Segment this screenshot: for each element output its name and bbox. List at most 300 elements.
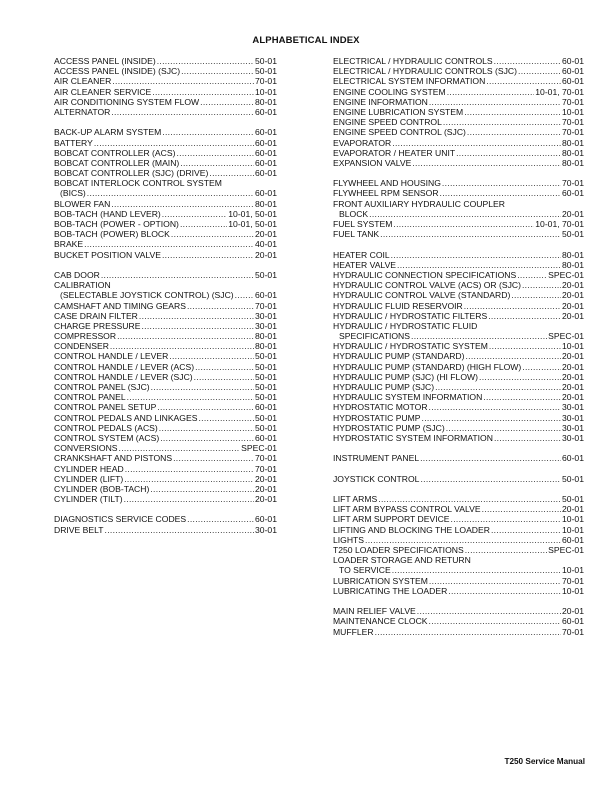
index-entry-topic: ACCESS PANEL (INSIDE) (54, 56, 156, 66)
dot-leader (440, 188, 561, 198)
index-entry-topic: HYDROSTATIC SYSTEM INFORMATION (333, 432, 493, 443)
dot-leader (456, 148, 561, 158)
index-entry-page: 20-01 (255, 473, 277, 484)
index-entry-page: 20-01 (255, 483, 277, 494)
index-entry-page: 20-01 (562, 280, 584, 291)
index-entry-topic: LOADER STORAGE AND RETURN (333, 555, 471, 566)
index-entry-topic: DRIVE BELT (54, 524, 104, 535)
index-entry-page: 70-01 (562, 178, 584, 189)
index-entry (333, 555, 584, 565)
dot-leader (369, 209, 561, 219)
index-entry-topic: CYLINDER (BOB-TACH) (54, 483, 150, 494)
index-entry (54, 443, 277, 453)
dot-leader (365, 535, 561, 545)
index-entry-topic: HYDROSTATIC MOTOR (333, 402, 428, 413)
index-entry-topic: BATTERY (54, 137, 93, 148)
index-entry (54, 76, 277, 86)
index-entry-topic: CONDENSER (54, 341, 109, 352)
index-entry-page: 10-01, 50-01 (228, 208, 277, 219)
index-entry (54, 392, 277, 402)
dot-leader (151, 382, 254, 392)
index-entry-topic: CYLINDER (TILT) (54, 494, 123, 505)
index-entry-page: 80-01 (562, 157, 584, 168)
dot-leader (491, 525, 561, 535)
dot-leader (446, 423, 561, 433)
index-entry-page: 50-01 (562, 494, 584, 505)
index-entry-topic: (SELECTABLE JOYSTICK CONTROL) (SJC) (60, 290, 234, 301)
index-entry (333, 504, 584, 514)
index-entry (333, 158, 584, 168)
index-entry (333, 301, 584, 311)
dot-leader (392, 138, 561, 148)
dot-leader (187, 301, 254, 311)
index-entry-topic: HYDRAULIC / HYDROSTATIC FLUID (333, 320, 478, 331)
dot-leader (152, 87, 254, 97)
index-entry-topic: CONVERSIONS (54, 443, 118, 454)
dot-leader (494, 433, 561, 443)
index-entry-page: 80-01 (255, 96, 277, 107)
index-entry (54, 372, 277, 382)
index-entry (333, 372, 584, 382)
index-entry-page: 10-01, 70-01 (535, 219, 584, 229)
index-entry-topic: BACK-UP ALARM SYSTEM (54, 127, 162, 138)
dot-leader (393, 219, 534, 229)
index-entry-page: 60-01 (255, 147, 277, 158)
dot-leader (112, 76, 254, 86)
index-entry-topic: LUBRICATION SYSTEM (333, 575, 428, 586)
dot-leader (209, 168, 254, 178)
dot-leader (447, 87, 535, 97)
dot-leader (157, 402, 254, 412)
index-entry (54, 453, 277, 463)
index-entry-page: 20-01 (562, 392, 584, 403)
index-entry-page: 50-01 (255, 371, 277, 382)
index-entry-topic: COMPRESSOR (54, 331, 117, 342)
index-entry (54, 97, 277, 107)
section-gap (54, 504, 277, 514)
index-entry-topic: BLOWER FAN (54, 198, 111, 209)
index-entry (54, 433, 277, 443)
index-entry-page: 10-01 (562, 565, 584, 576)
index-entry (54, 239, 277, 249)
index-entry (54, 290, 277, 300)
index-entry-page: 60-01 (255, 168, 277, 179)
index-entry (333, 66, 584, 76)
index-entry-topic: FUEL TANK (333, 229, 380, 240)
index-entry-topic: SPECIFICATIONS (339, 331, 410, 342)
dot-leader (494, 56, 561, 66)
index-entry-topic: HYDRAULIC CONTROL VALVE (STANDARD) (333, 290, 511, 301)
dot-leader (160, 433, 254, 443)
index-entry-page: 60-01 (255, 290, 277, 301)
index-entry-page: 60-01 (255, 127, 277, 138)
dot-leader (448, 586, 561, 596)
index-entry-topic: HYDRAULIC SYSTEM INFORMATION (333, 392, 483, 403)
index-entry (333, 127, 584, 137)
index-entry (333, 209, 584, 219)
index-entry-page: 20-01 (562, 361, 584, 372)
index-entry-topic: HYDRAULIC / HYDROSTATIC SYSTEM (333, 341, 488, 352)
dot-leader (187, 514, 254, 524)
dot-leader (117, 331, 254, 341)
index-entry-page: 20-01 (562, 606, 584, 617)
dot-leader (412, 158, 561, 168)
index-entry-page: SPEC-01 (548, 269, 584, 280)
index-entry-topic: ALTERNATOR (54, 106, 111, 117)
index-entry-topic: ENGINE INFORMATION (333, 96, 428, 107)
dot-leader (111, 107, 254, 117)
index-entry (333, 362, 584, 372)
index-entry-topic: BOB-TACH (POWER - OPTION) (54, 219, 179, 229)
index-entry-topic: HYDRAULIC PUMP (STANDARD) (333, 351, 465, 362)
index-entry (333, 260, 584, 270)
dot-leader (110, 341, 254, 351)
dot-leader (181, 66, 254, 76)
index-entry-topic: T250 LOADER SPECIFICATIONS (333, 545, 464, 555)
index-entry-page: 50-01 (255, 269, 277, 280)
index-entry (333, 351, 584, 361)
index-entry-page: SPEC-01 (548, 545, 584, 555)
index-entry-topic: JOYSTICK CONTROL (333, 473, 420, 484)
index-entry-page: 60-01 (562, 76, 584, 87)
index-entry-topic: CYLINDER (LIFT) (54, 473, 124, 484)
index-entry-page: 10-01, 50-01 (228, 219, 277, 229)
index-entry-page: 20-01 (562, 504, 584, 515)
dot-leader (522, 362, 561, 372)
index-entry (54, 474, 277, 484)
dot-leader (200, 97, 254, 107)
index-entry-page: 20-01 (562, 351, 584, 362)
dot-leader (391, 250, 561, 260)
index-entry-topic: ELECTRICAL / HYDRAULIC CONTROLS (SJC) (333, 66, 517, 77)
index-entry-topic: CONTROL SYSTEM (ACS) (54, 432, 160, 443)
index-entry (54, 178, 277, 188)
index-entry-topic: CONTROL PANEL (54, 392, 126, 403)
index-entry-topic: HYDRAULIC CONNECTION SPECIFICATIONS (333, 269, 517, 280)
index-entry (54, 56, 277, 66)
dot-leader (411, 331, 547, 341)
index-entry-page: 80-01 (255, 341, 277, 352)
index-entry (54, 362, 277, 372)
index-entry (333, 525, 584, 535)
dot-leader (451, 514, 561, 524)
section-gap (54, 117, 277, 127)
dot-leader (442, 178, 561, 188)
index-entry-topic: LIFTING AND BLOCKING THE LOADER (333, 524, 490, 535)
index-entry-page: 70-01 (562, 96, 584, 107)
index-entry-page: 10-01 (562, 106, 584, 117)
index-entry-topic: EXPANSION VALVE (333, 157, 412, 168)
index-entry (54, 351, 277, 361)
index-entry-page: 50-01 (255, 361, 277, 372)
index-entry-topic: AIR CLEANER (54, 76, 112, 87)
index-entry (333, 433, 584, 443)
index-entry (54, 199, 277, 209)
index-entry-page: 20-01 (562, 290, 584, 301)
index-entry-page: 30-01 (255, 524, 277, 535)
dot-leader (443, 117, 561, 127)
index-entry (333, 76, 584, 86)
index-entry (54, 402, 277, 412)
dot-leader (84, 239, 254, 249)
dot-leader (87, 188, 254, 198)
dot-leader (180, 219, 227, 229)
index-entry-page: 30-01 (562, 422, 584, 433)
dot-leader (517, 270, 547, 280)
index-entry-topic: BRAKE (54, 239, 84, 250)
index-entry-topic: CONTROL PANEL (SJC) (54, 382, 150, 392)
index-entry-page: 70-01 (255, 76, 277, 87)
index-entry-topic: MUFFLER (333, 626, 374, 637)
dot-leader (465, 351, 561, 361)
dot-leader (422, 413, 561, 423)
index-entry (333, 229, 584, 239)
index-entry-topic: MAIN RELIEF VALVE (333, 606, 416, 617)
index-entry-topic: CONTROL HANDLE / LEVER (ACS) (54, 361, 195, 372)
index-entry (333, 290, 584, 300)
index-entry (333, 514, 584, 524)
index-entry (54, 423, 277, 433)
dot-leader (105, 525, 255, 535)
index-entry-topic: LUBRICATING THE LOADER (333, 585, 448, 596)
index-entry (333, 199, 584, 209)
index-entry-page: 20-01 (255, 249, 277, 260)
index-entry (54, 168, 277, 178)
index-entry-page: 70-01 (255, 300, 277, 311)
index-entry (54, 219, 277, 229)
dot-leader (139, 311, 254, 321)
index-entry (54, 341, 277, 351)
index-entry (333, 56, 584, 66)
dot-leader (195, 362, 254, 372)
dot-leader (429, 402, 561, 412)
index-entry (333, 494, 584, 504)
index-entry (333, 321, 584, 331)
section-gap (333, 484, 584, 494)
index-entry-page: SPEC-01 (241, 443, 277, 454)
index-entry-topic: EVAPORATOR (333, 137, 392, 148)
dot-leader (378, 494, 561, 504)
dot-leader (127, 392, 254, 402)
index-entry (54, 158, 277, 168)
index-entry-topic: CAB DOOR (54, 269, 100, 280)
index-entry-topic: AIR CONDITIONING SYSTEM FLOW (54, 96, 200, 107)
index-entry-topic: BLOCK (339, 208, 369, 219)
dot-leader (157, 56, 254, 66)
index-entry-page: 70-01 (255, 463, 277, 474)
page-title: ALPHABETICAL INDEX (252, 35, 360, 46)
dot-leader (483, 392, 561, 402)
index-entry (333, 178, 584, 188)
index-entry-topic: CHARGE PRESSURE (54, 320, 141, 331)
index-entry (54, 148, 277, 158)
index-entry-page: 70-01 (562, 127, 584, 138)
dot-leader (464, 107, 561, 117)
index-entry-topic: ENGINE SPEED CONTROL (333, 117, 442, 128)
dot-leader (162, 127, 254, 137)
dot-leader (94, 138, 254, 148)
dot-leader (464, 301, 561, 311)
dot-leader (150, 484, 254, 494)
index-entry (54, 138, 277, 148)
index-entry-topic: HYDRAULIC CONTROL VALVE (ACS) OR (SJC) (333, 280, 521, 291)
index-entry-topic: BOBCAT CONTROLLER (MAIN) (54, 157, 180, 168)
section-gap (333, 596, 584, 606)
index-entry-topic: BOB-TACH (POWER) BLOCK (54, 229, 170, 240)
index-entry (333, 392, 584, 402)
index-entry (333, 97, 584, 107)
index-entry (333, 606, 584, 616)
index-entry-topic: ENGINE COOLING SYSTEM (333, 86, 446, 97)
dot-leader (397, 260, 561, 270)
index-entry (333, 117, 584, 127)
index-entry (54, 87, 277, 97)
index-entry-topic: CASE DRAIN FILTER (54, 310, 138, 321)
index-entry-page: 80-01 (255, 331, 277, 342)
index-entry-topic: HEATER COIL (333, 249, 390, 260)
index-entry-page: 30-01 (255, 320, 277, 331)
dot-leader (235, 290, 254, 300)
page-footer: T250 Service Manual (504, 757, 585, 766)
dot-leader (162, 209, 227, 219)
index-entry (54, 301, 277, 311)
index-entry (54, 280, 277, 290)
dot-leader (125, 464, 254, 474)
index-entry-page: 80-01 (562, 249, 584, 260)
index-entry (54, 311, 277, 321)
index-entry (333, 188, 584, 198)
dot-leader (482, 504, 561, 514)
index-entry (54, 229, 277, 239)
index-entry (333, 627, 584, 637)
index-entry-page: 10-01 (562, 341, 584, 352)
index-entry-topic: MAINTENANCE CLOCK (333, 616, 428, 627)
section-gap (333, 464, 584, 474)
index-entry-page: 40-01 (255, 239, 277, 250)
index-entry-topic: ELECTRICAL / HYDRAULIC CONTROLS (333, 56, 493, 66)
index-entry-topic: HYDRAULIC / HYDROSTATIC FILTERS (333, 310, 488, 321)
index-entry (333, 576, 584, 586)
index-entry-page: 20-01 (562, 208, 584, 219)
index-entry-topic: HYDRAULIC PUMP (STANDARD) (HIGH FLOW) (333, 361, 522, 372)
index-entry (54, 494, 277, 504)
index-entry-page: 60-01 (562, 56, 584, 66)
index-entry (333, 341, 584, 351)
index-entry-topic: BOBCAT CONTROLLER (ACS) (54, 147, 176, 158)
index-entry (333, 413, 584, 423)
section-gap (333, 239, 584, 249)
index-entry-topic: HYDRAULIC PUMP (SJC) (333, 382, 435, 392)
dot-leader (162, 250, 254, 260)
dot-leader (375, 627, 561, 637)
dot-leader (119, 443, 241, 453)
index-entry-topic: LIFT ARM SUPPORT DEVICE (333, 514, 450, 525)
index-entry (333, 250, 584, 260)
dot-leader (522, 280, 561, 290)
dot-leader (124, 474, 254, 484)
index-entry-page: 30-01 (562, 432, 584, 443)
dot-leader (169, 351, 254, 361)
index-entry-page: 50-01 (255, 392, 277, 403)
dot-leader (420, 474, 561, 484)
dot-leader (380, 229, 561, 239)
index-entry-topic: CONTROL HANDLE / LEVER (54, 351, 169, 362)
index-entry-topic: CAMSHAFT AND TIMING GEARS (54, 300, 186, 311)
index-entry-page: 60-01 (562, 534, 584, 545)
dot-leader (180, 158, 254, 168)
index-entry-page: 70-01 (562, 117, 584, 128)
index-entry (54, 525, 277, 535)
index-entry (333, 565, 584, 575)
index-entry (54, 127, 277, 137)
index-entry-topic: EVAPORATOR / HEATER UNIT (333, 147, 456, 158)
dot-leader (176, 148, 254, 158)
index-entry (333, 280, 584, 290)
index-entry (54, 188, 277, 198)
index-entry-topic: CONTROL PANEL SETUP (54, 402, 157, 413)
index-entry-topic: BOBCAT INTERLOCK CONTROL SYSTEM (54, 178, 222, 189)
index-entry-topic: HYDRAULIC FLUID RESERVOIR (333, 300, 463, 311)
index-entry-page: SPEC-01 (548, 331, 584, 342)
index-entry-page: 10-01 (562, 514, 584, 525)
index-entry (333, 270, 584, 280)
dot-leader (159, 423, 254, 433)
dot-leader (429, 576, 561, 586)
index-entry (333, 423, 584, 433)
index-entry-topic: LIFT ARM BYPASS CONTROL VALVE (333, 504, 481, 515)
index-entry-topic: (BICS) (60, 188, 86, 199)
index-entry (54, 270, 277, 280)
index-entry-page: 60-01 (562, 616, 584, 627)
index-entry-page: 60-01 (562, 453, 584, 464)
index-entry-page: 20-01 (562, 310, 584, 321)
index-entry (333, 545, 584, 555)
index-entry (54, 413, 277, 423)
index-entry-topic: CALIBRATION (54, 280, 111, 291)
index-entry (333, 453, 584, 463)
index-entry-page: 60-01 (255, 188, 277, 199)
index-entry-page: 10-01 (255, 86, 277, 97)
dot-leader (518, 66, 561, 76)
index-entry-page: 50-01 (562, 229, 584, 240)
index-entry (54, 209, 277, 219)
dot-leader (489, 341, 561, 351)
index-entry (333, 382, 584, 392)
index-entry-page: 60-01 (255, 432, 277, 443)
index-entry-topic: FLYWHEEL RPM SENSOR (333, 188, 439, 199)
index-entry-page: 70-01 (562, 626, 584, 637)
dot-leader (429, 616, 561, 626)
index-entry-page: 30-01 (255, 310, 277, 321)
index-entry-page: 80-01 (562, 147, 584, 158)
index-entry (333, 535, 584, 545)
index-entry-page: 10-01 (562, 524, 584, 535)
index-entry (54, 484, 277, 494)
index-entry-topic: AIR CLEANER SERVICE (54, 86, 152, 97)
index-entry (54, 107, 277, 117)
index-entry-page: 50-01 (255, 351, 277, 362)
index-entry-page: 50-01 (255, 56, 277, 66)
index-entry-topic: BOBCAT CONTROLLER (SJC) (DRIVE) (54, 168, 209, 179)
index-entry (54, 514, 277, 524)
index-entry (54, 250, 277, 260)
index-entry-page: 50-01 (562, 473, 584, 484)
index-entry (54, 321, 277, 331)
index-entry (333, 331, 584, 341)
index-entry-page: 50-01 (255, 412, 277, 423)
index-entry-topic: TO SERVICE (339, 565, 391, 576)
index-entry-page: 50-01 (255, 422, 277, 433)
